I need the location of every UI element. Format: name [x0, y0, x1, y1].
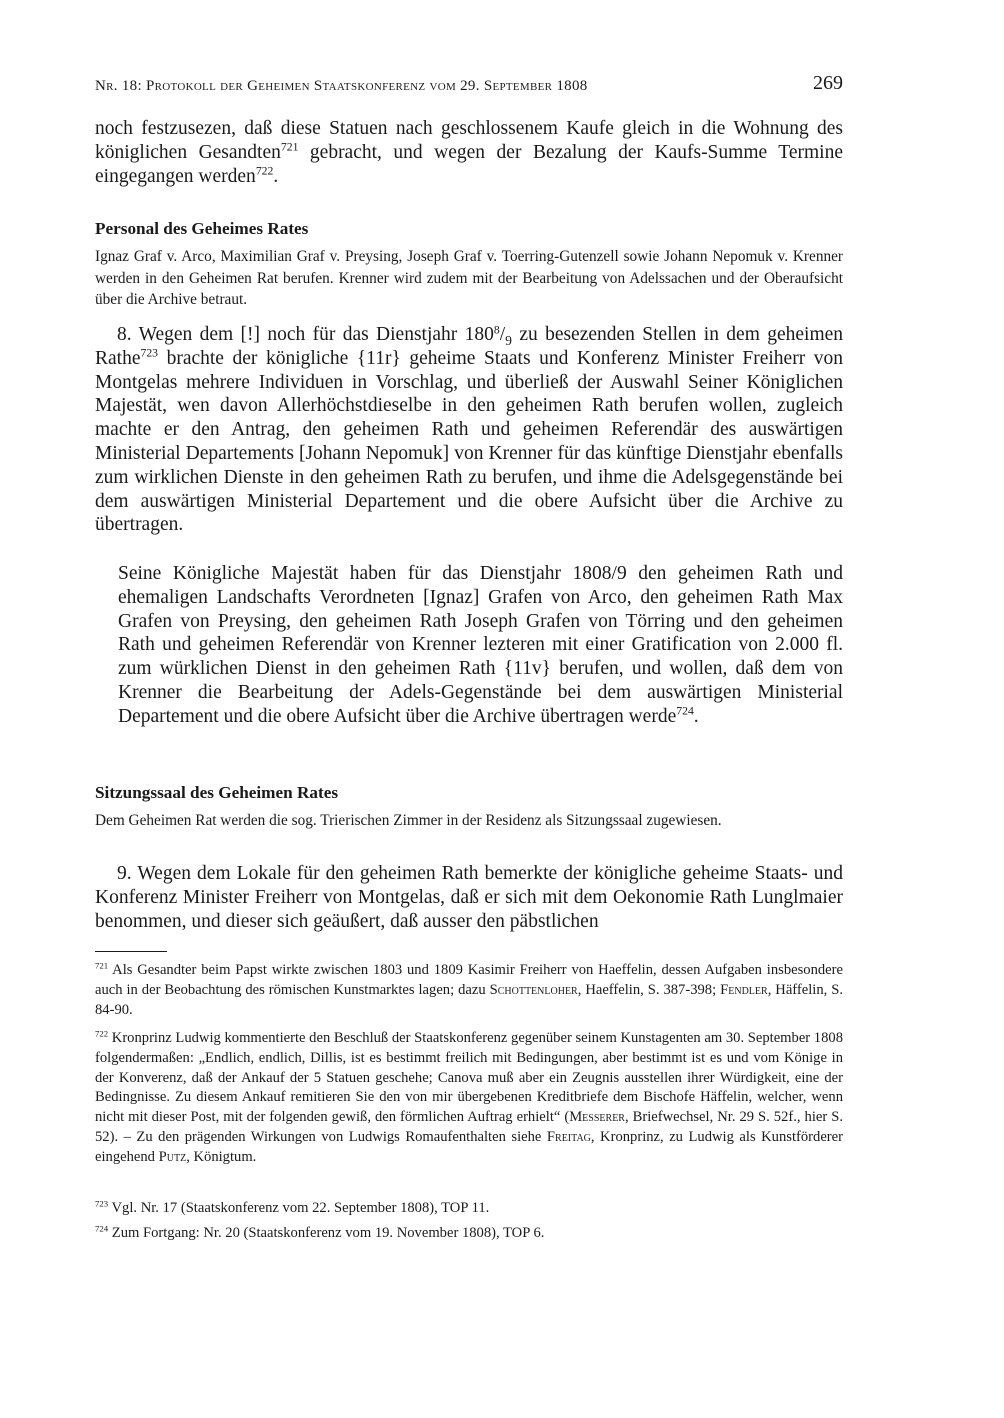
decision-paragraph-8	[118, 562, 843, 729]
text-run: .	[693, 705, 699, 727]
footnote-722	[95, 1029, 843, 1168]
section-heading-saal: Sitzungssaal des Geheimen Rates	[95, 783, 339, 802]
text-run: Vgl. Nr. 17 (Staatskonferenz vom 22. September 1808), TOP 11.	[108, 1200, 490, 1216]
section-heading-personal: Personal des Geheimes Rates	[95, 219, 309, 238]
footnote-ref-722[interactable]: 722	[255, 164, 274, 177]
footnote-ref-723[interactable]: 723	[140, 346, 159, 360]
footnote-number: 724	[95, 1223, 109, 1234]
text-run: Als Gesandter beim Papst wirkte zwischen 1803 und 1809 Kasimir Freiherr von Haeffelin, dessen Aufgaben insbesondere auch in der Beobachtung des römischen Kunstmarktes lagen; dazu	[95, 962, 843, 998]
footnote-number: 723	[95, 1198, 109, 1209]
author-name: Putz	[158, 1148, 187, 1165]
footnote-number: 722	[95, 1028, 109, 1039]
text-run: , Königtum.	[186, 1148, 257, 1165]
fraction-slash: /	[499, 324, 506, 345]
text-run: Kronprinz Ludwig kommentierte den Beschluß der Staatskonferenz gegenüber seinem Kunstagenten am 30. September 1808 folgendermaßen: „Endlich, endlich, Dillis, ist es bestimmt freilich mit Bedingungen, aber bestimmt ist es und vom Könige in der Konverenz, daß der Ankauf der 5 Statuen geschehe; Canova muß aber ein Zeugnis ausstellen ihrer Würdigkeit, eine der Bedingnisse. Zu diesem Ankauf remitieren Sie den von mir übergebenen Kreditbriefe dem Bischofe Häffelin, welcher, wenn nicht mit dieser Post, mit der folgenden gewiß, den förmlichen Auftrag erhielt“ (	[95, 1030, 843, 1126]
footnote-724	[95, 1224, 843, 1244]
author-name: Messerer	[569, 1109, 625, 1126]
protocol-paragraph-9: 9. Wegen dem Lokale für den geheimen Rath bemerkte der königliche geheime Staats- und Konferenz Minister Freiherr von Montgelas, daß er sich mit dem Oekonomie Rath Lunglmaier benommen, und dieser sich geäußert, daß ausser den päbstlichen	[95, 863, 843, 932]
text-run: , Häffelin, S. 84-90.	[95, 981, 844, 1018]
text-run: , Kronprinz, zu Ludwig als Kunstförderer eingehend	[95, 1128, 843, 1165]
footnote-721	[95, 961, 843, 1020]
footnote-ref-724[interactable]: 724	[676, 704, 694, 718]
footnote-723	[95, 1199, 843, 1219]
text-run: .	[273, 165, 279, 187]
running-head	[95, 72, 843, 100]
text-run: , Haeffelin, S. 387-398;	[577, 981, 721, 998]
footnote-number: 721	[95, 960, 109, 971]
protocol-paragraph-8	[95, 323, 843, 537]
continuation-paragraph	[95, 117, 843, 188]
text-run: Zum Fortgang: Nr. 20 (Staatskonferenz vom 19. November 1808), TOP 6.	[108, 1225, 545, 1241]
author-name: Schottenloher	[489, 981, 578, 998]
text-run: Seine Königliche Majestät haben für das Dienstjahr 1808/9 den geheimen Rath und ehemaligen Landschafts Verordneten [Ignaz] Grafen von Arco, den geheimen Rath Max Grafen von Preysing, den geheimen Rath Joseph Grafen von Törring und den geheimen Rath und geheimen Referendär von Krenner lezteren mit einer Gratification von 2.000 fl. zum würklichen Dienst in den geheimen Rath {11v} berufen, und wollen, daß dem von Krenner die Bearbeitung der Adels-Gegenstände bei dem auswärtigen Ministerial Departement und die obere Aufsicht über die Archive übertragen werde	[118, 563, 843, 727]
page-number: 269	[813, 72, 843, 94]
section-summary-saal: Dem Geheimen Rat werden die sog. Trierischen Zimmer in der Residenz als Sitzungssaal zugewiesen.	[95, 812, 722, 829]
section-summary-personal: Ignaz Graf v. Arco, Maximilian Graf v. Preysing, Joseph Graf v. Toerring-Gutenzell sowie Johann Nepomuk v. Krenner werden in den Geheimen Rat berufen. Krenner wird zudem mit der Bearbeitung von Adelssachen und der Oberaufsicht über die Archive betraut.	[95, 248, 843, 309]
text-run: brachte der königliche {11r} geheime Staats und Konferenz Minister Freiherr von Montgelas mehrere Individuen in Vorschlag, und überließ der Auswahl Seiner Königlichen Majestät, wen davon Allerhöchstdieselbe in den geheimen Rath berufen wollen, zugleich machte er den Antrag, den geheimen Rath und geheimen Referendär des auswärtigen Ministerial Departements [Johann Nepomuk] von Krenner für das künftige Dienstjahr ebenfalls zum wirklichen Dienste in den geheimen Rath zu berufen, und ihme die Adelsgegenstände bei dem auswärtigen Ministerial Departement und die obere Aufsicht über die Archive zu übertragen.	[95, 347, 843, 536]
fraction-numerator: 8	[493, 323, 500, 337]
running-title: Nr. 18: Protokoll der Geheimen Staatskonferenz vom 29. September 1808	[95, 78, 588, 94]
text-run: gebracht, und wegen der Bezalung der Kaufs-Summe Termine eingegangen werden	[95, 141, 843, 187]
fraction-denominator: 9	[505, 332, 512, 348]
author-name: Fendler	[720, 981, 768, 998]
text-run: 8. Wegen dem [!] noch für das Dienstjahr 180	[117, 324, 494, 345]
footnote-ref-721[interactable]: 721	[280, 140, 299, 154]
footnote-separator	[95, 951, 167, 952]
text-run: noch festzusezen, daß diese Statuen nach geschlossenem Kaufe gleich in die Wohnung des königlichen Gesandten	[95, 118, 843, 163]
text-run: , Briefwechsel, Nr. 29 S. 52f., hier S. 52). – Zu den prägenden Wirkungen von Ludwigs Romaufenthalten siehe	[95, 1109, 843, 1145]
author-name: Freitag	[546, 1128, 591, 1145]
text-run: zu besezenden Stellen in dem geheimen Rathe	[95, 324, 844, 369]
